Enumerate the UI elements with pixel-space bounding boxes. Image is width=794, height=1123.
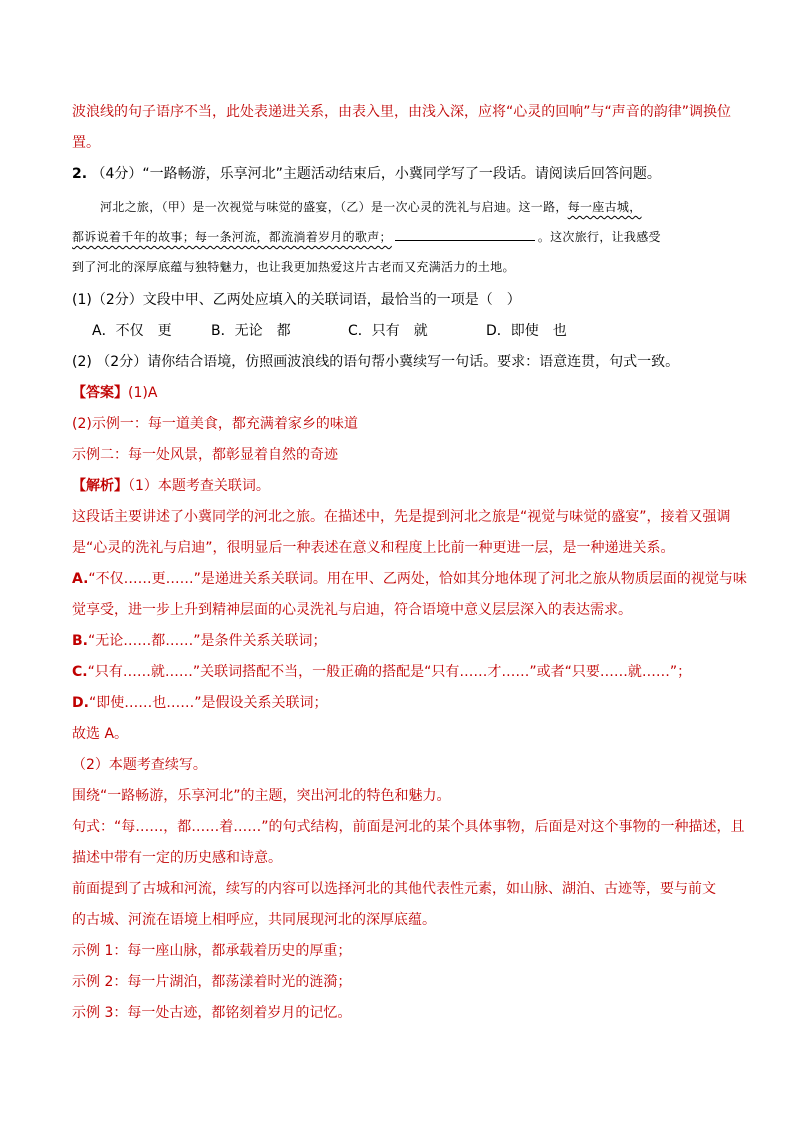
passage-line-1 (100, 198, 642, 216)
question-stem (72, 164, 661, 184)
option-c-label: C. (72, 664, 88, 680)
analysis-q3: 描述中带有一定的历史感和诗意。 (72, 850, 282, 866)
option-b-analysis (72, 631, 327, 651)
analysis-p2: 是“心灵的洗礼与启迪”，很明显后一种表述在意义和程度上比前一种更进一层，是一种递进关系。 (72, 540, 675, 556)
example-3: 示例 3：每一处古迹，都铭刻着岁月的记忆。 (72, 1005, 352, 1021)
intro-line-1: 波浪线的句子语序不当，此处表递进关系，由表入里，由浅入深，应将“心灵的回响”与“声音的韵律”调换位 (72, 104, 732, 120)
analysis-head (72, 476, 270, 496)
analysis-p1: 这段话主要讲述了小冀同学的河北之旅。在描述中，先是提到河北之旅是“视觉与味觉的盛宴”，接着又强调 (72, 509, 731, 525)
passage-text-1: 河北之旅，（甲）是一次视觉与味觉的盛宴，（乙）是一次心灵的洗礼与启迪。这一路， (100, 200, 568, 214)
subquestion-2: (2) （2分）请你结合语境，仿照画波浪线的语句帮小冀续写一句话。要求：语意连贯，句式一致。 (72, 354, 680, 370)
option-b-text: “无论……都……”是条件关系关联词； (88, 633, 327, 649)
analysis-label: 【解析】 (72, 478, 128, 494)
answer-line-2: (2)示例一：每一道美食，都充满着家乡的味道 (72, 416, 358, 432)
intro-line-2: 置。 (72, 135, 100, 151)
option-b-label: B. (72, 633, 88, 649)
question-stem-text: （4分）“一路畅游，乐享河北”主题活动结束后，小冀同学写了一段话。请阅读后回答问题。 (91, 166, 661, 182)
answer-1: (1)A (128, 385, 158, 401)
option-c-analysis (72, 662, 691, 682)
passage-wavy-2: 都诉说着千年的故事；每一条河流，都流淌着岁月的歌声； (72, 230, 392, 244)
answer-line-1 (72, 383, 157, 403)
option-a-text: “不仅……更……”是递进关系关联词。用在甲、乙两处，恰如其分地体现了河北之旅从物质层面的视觉与味 (88, 571, 747, 587)
analysis-head-2: （2）本题考查续写。 (72, 757, 207, 773)
answer-line-3: 示例二：每一处风景，都彰显着自然的奇迹 (72, 447, 338, 463)
option-d-analysis (72, 693, 327, 713)
example-2: 示例 2：每一片湖泊，都荡漾着时光的涟漪； (72, 974, 352, 990)
example-1: 示例 1：每一座山脉，都承载着历史的厚重； (72, 943, 352, 959)
subquestion-1: (1)（2分）文段中甲、乙两处应填入的关联词语，最恰当的一项是（ ） (72, 292, 521, 308)
analysis-head-text: （1）本题考查关联词。 (128, 478, 270, 494)
option-a-analysis-2: 觉享受，进一步上升到精神层面的心灵洗礼与启迪，符合语境中意义层层深入的表达需求。 (72, 602, 632, 618)
analysis-q4: 前面提到了古城和河流，续写的内容可以选择河北的其他代表性元素，如山脉、湖泊、古迹等，要与前文 (72, 881, 716, 897)
option-c: C．只有 就 (348, 323, 428, 339)
passage-line-2 (72, 228, 661, 246)
option-a-label: A. (72, 571, 89, 587)
option-b: B．无论 都 (211, 323, 291, 339)
option-c-text: “只有……就……”关联词搭配不当，一般正确的搭配是“只有……才……”或者“只要……就……”； (87, 664, 692, 680)
passage-wavy-1: 每一座古城， (567, 200, 642, 214)
option-d-label: D. (72, 695, 89, 711)
analysis-q1: 围绕“一路畅游，乐享河北”的主题，突出河北的特色和魅力。 (72, 788, 451, 804)
conclusion: 故选 A。 (72, 726, 129, 742)
option-d: D．即使 也 (486, 323, 567, 339)
answer-label: 【答案】 (72, 385, 128, 401)
analysis-q5: 的古城、河流在语境上相呼应，共同展现河北的深厚底蕴。 (72, 912, 436, 928)
passage-text-2: 。这次旅行，让我感受 (537, 230, 661, 244)
option-a: A．不仅 更 (92, 323, 172, 339)
passage-line-3: 到了河北的深厚底蕴与独特魅力，也让我更加热爱这片古老而又充满活力的土地。 (72, 260, 515, 274)
fill-in-blank (395, 228, 535, 241)
analysis-q2: 句式：“每……，都……着……”的句式结构，前面是河北的某个具体事物，后面是对这个事物的一种描述，且 (72, 819, 745, 835)
question-number: 2. (72, 166, 88, 182)
option-a-analysis-1 (72, 569, 747, 589)
option-d-text: “即使……也……”是假设关系关联词； (88, 695, 328, 711)
